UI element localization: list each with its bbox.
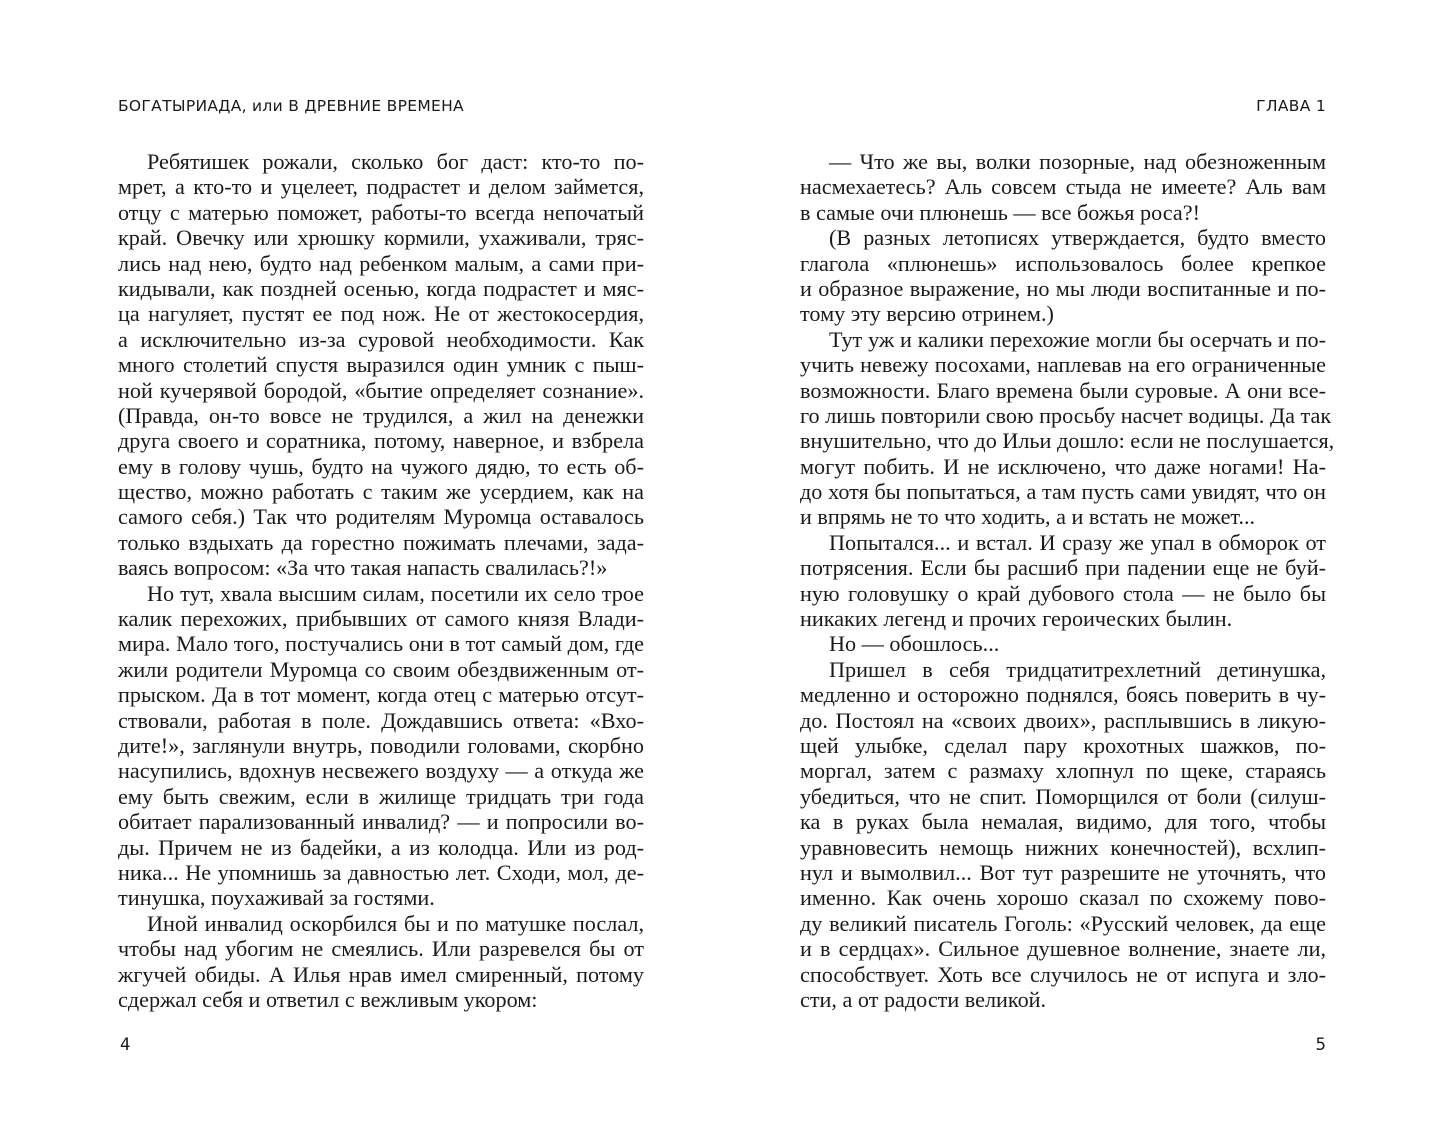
text-line: дите!», заглянули внутрь, поводили головами, скорбно [118, 732, 644, 758]
text-line: друга своего и соратника, потому, наверное, и взбрела [118, 428, 644, 454]
running-head-chapter: ГЛАВА 1 [1256, 97, 1326, 115]
text-line: ную головушку о край дубового стола — не было бы [800, 580, 1326, 606]
text-line: лись над нею, будто над ребенком малым, а сами при- [118, 250, 644, 276]
text-line: медленно и осторожно поднялся, боясь поверить в чу- [800, 682, 1326, 708]
text-line: (В разных летописях утверждается, будто вместо [829, 225, 1326, 251]
text-line: насмехаетесь? Аль совсем стыда не имеете? Аль вам [800, 174, 1326, 200]
text-line: ду великий писатель Гоголь: «Русский человек, да еще [800, 910, 1326, 936]
text-line: в самые очи плюнешь — все божья роса?! [800, 199, 1200, 225]
text-line: Иной инвалид оскорбился бы и по матушке послал, [147, 910, 644, 936]
text-line: тинушка, поухаживай за гостями. [118, 885, 435, 911]
text-line: способствует. Хоть все случилось не от испуга и зло- [800, 961, 1326, 987]
text-line: щество, можно работать с таким же усердием, как на [118, 479, 644, 505]
text-line: Попытался... и встал. И сразу же упал в обморок от [829, 529, 1326, 555]
text-line: много столетий спустя выразился один умник с пыш- [118, 352, 644, 378]
text-line: ника... Не упомнишь за давностью лет. Сходи, мол, де- [118, 859, 644, 885]
text-line: учить невежу посохами, наплевав на его ограниченные [800, 352, 1326, 378]
text-line: ка в руках была немалая, видимо, для того, чтобы [800, 809, 1326, 835]
text-line: Пришел в себя тридцатитрехлетний детинушка, [829, 656, 1326, 682]
text-line: убедиться, что не спит. Поморщился от боли (силуш- [800, 783, 1326, 809]
text-line: жгучей обиды. А Илья нрав имел смиренный, потому [118, 961, 644, 987]
running-head-book-title: БОГАТЫРИАДА, или В ДРЕВНИЕ ВРЕМЕНА [118, 97, 464, 115]
text-line: прыском. Да в тот момент, когда отец с матерью отсут- [118, 682, 644, 708]
text-line: могут побить. И не исключено, что даже ногами! На- [800, 453, 1326, 479]
text-line: уравновесить немощь нижних конечностей), всхлип- [800, 834, 1326, 860]
text-line: Ребятишек рожали, сколько бог даст: кто-то по- [147, 149, 644, 174]
text-line: мрет, а кто-то и уцелеет, подрастет и делом займется, [118, 174, 644, 200]
text-line: жили родители Муромца со своим обездвиженным от- [118, 656, 644, 682]
text-line: ему быть свежим, если в жилище тридцать три года [118, 783, 644, 809]
text-line: ему в голову чушь, будто на чужого дядю, то есть об- [118, 453, 644, 479]
page-number-left: 4 [120, 1035, 131, 1054]
text-line: край. Овечку или хрюшку кормили, ухаживали, тряс- [118, 225, 644, 251]
text-line: отцу с матерью поможет, работы-то всегда непочатый [118, 199, 644, 225]
text-line: калик перехожих, прибывших от самого князя Влади- [118, 606, 644, 632]
text-line: — Что же вы, волки позорные, над обезноженным [829, 149, 1326, 174]
text-line: (Правда, он-то вовсе не трудился, а жил на денежки [118, 402, 644, 428]
text-line: сти, а от радости великой. [800, 986, 1047, 1012]
text-line: ца нагуляет, пустят ее под нож. Не от жестокосердия, [118, 301, 644, 327]
text-line: а исключительно из-за суровой необходимости. Как [118, 326, 644, 352]
text-line: потрясения. Если бы расшиб при падении еще не буй- [800, 555, 1326, 581]
text-line: только вздыхать да горестно пожимать плечами, зада- [118, 529, 644, 555]
text-line: до хотя бы попытаться, а там пусть сами увидят, что он [800, 479, 1326, 505]
text-line: моргал, затем с размаху хлопнул по щеке, стараясь [800, 758, 1326, 784]
text-line: Но — обошлось... [829, 631, 1000, 657]
text-line: щей улыбке, сделал пару крохотных шажков, по- [800, 732, 1326, 758]
text-line: именно. Как очень хорошо сказал по схожему пово- [800, 885, 1326, 911]
text-line: нул и вымолвил... Вот тут разрешите не уточнять, что [800, 859, 1326, 885]
text-line: внушительно, что до Ильи дошло: если не послушается, [800, 428, 1335, 454]
text-line: ной кучерявой бородой, «бытие определяет сознание». [118, 377, 644, 403]
page-number-right: 5 [1315, 1035, 1326, 1054]
text-line: и в сердцах». Сильное душевное волнение, знаете ли, [800, 936, 1326, 962]
text-line: Но тут, хвала высшим силам, посетили их село трое [147, 580, 644, 606]
text-line: ствовали, работая в поле. Дождавшись ответа: «Вхо- [118, 707, 644, 733]
left-page [118, 0, 644, 1141]
left-page-text [118, 149, 644, 1012]
text-line: насупились, вдохнув несвежего воздуху — а откуда же [118, 758, 644, 784]
right-page [800, 0, 1335, 1141]
right-page-text [800, 149, 1335, 1012]
text-line: Тут уж и калики перехожие могли бы осерчать и по- [829, 326, 1326, 352]
text-line: никаких легенд и прочих героических былин. [800, 606, 1233, 632]
text-line: ды. Причем не из бадейки, а из колодца. Или из род- [118, 834, 644, 860]
text-line: до. Постоял на «своих двоих», расплывшись в ликую- [800, 707, 1326, 733]
text-line: самого себя.) Так что родителям Муромца оставалось [118, 504, 644, 530]
text-line: го лишь повторили свою просьбу насчет водицы. Да так [800, 402, 1332, 428]
text-line: кидывали, как поздней осенью, когда подрастет и мяс- [118, 275, 644, 301]
text-line: тому эту версию отринем.) [800, 301, 1054, 327]
text-line: глагола «плюнешь» использовалось более крепкое [800, 250, 1326, 276]
text-line: и образное выражение, но мы люди воспитанные и по- [800, 275, 1326, 301]
text-line: ваясь вопросом: «За что такая напасть свалилась?!» [118, 555, 608, 581]
text-line: мира. Мало того, постучались они в тот самый дом, где [118, 631, 644, 657]
text-line: чтобы над убогим не смеялись. Или разревелся бы от [118, 936, 644, 962]
text-line: сдержал себя и ответил с вежливым укором: [118, 986, 538, 1012]
text-line: и впрямь не то что ходить, а и встать не может... [800, 504, 1256, 530]
text-line: обитает парализованный инвалид? — и попросили во- [118, 809, 644, 835]
text-line: возможности. Благо времена были суровые. А они все- [800, 377, 1326, 403]
